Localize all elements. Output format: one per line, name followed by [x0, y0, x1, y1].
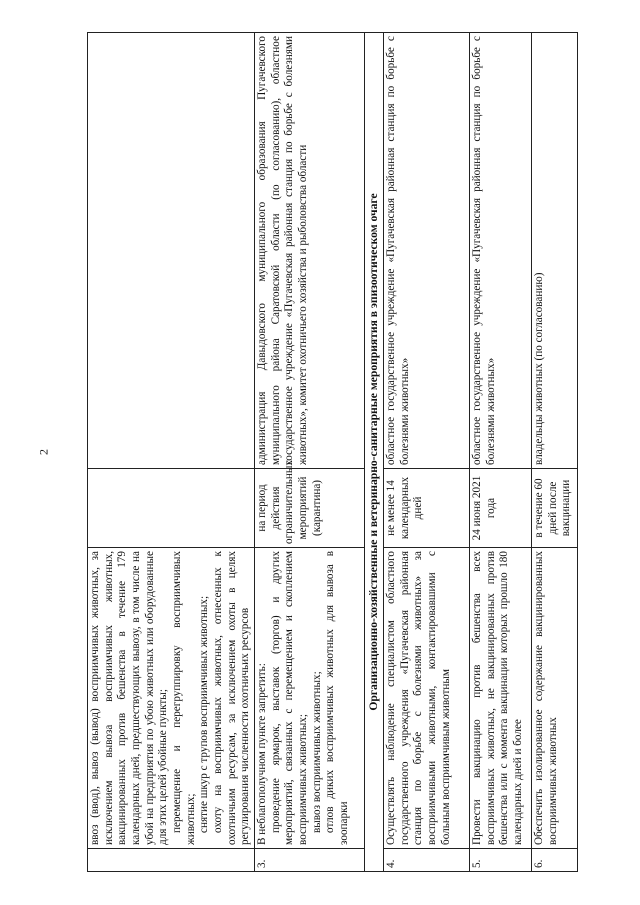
- action-line: ввоз (ввод), вывоз (вывод) восприимчивых животных, за исключением вывоза восприимчивых животных, вакцинированных против бешенства в течение 179 календарных дней, предшествующих вывозу, в том числе на убой на предприятия по убою животных или оборудованные для этих целей убойные пункты;: [89, 551, 170, 845]
- action-line: В неблагополучном пункте запретить:: [255, 663, 268, 845]
- action-line: вывоз восприимчивых животных;: [310, 671, 323, 833]
- term-cell: не менее 14 календарных дней: [384, 469, 470, 548]
- action-line: снятие шкур с трупов восприимчивых животных;: [198, 595, 211, 833]
- action-line: перемещение и перегруппировку восприимчивых животных;: [170, 551, 197, 845]
- table-row: [532, 33, 578, 872]
- measures-table: [87, 32, 578, 872]
- responsible-cell: [88, 33, 255, 469]
- row-number: 4.: [384, 849, 470, 872]
- table-row: [470, 33, 532, 872]
- page-number: 2: [36, 449, 51, 455]
- row-number: 3.: [254, 849, 364, 872]
- term-cell: 24 июня 2021 года: [470, 469, 532, 548]
- term-cell: на период действия ограничительных мероприятий (карантина): [254, 469, 364, 548]
- responsible-cell: владельцы животных (по согласованию): [532, 33, 578, 469]
- action-cell: [88, 548, 255, 849]
- rotated-page: [87, 32, 607, 872]
- section-title: Организационно-хозяйственные и ветеринарно-санитарные мероприятия в эпизоотическом очаге: [364, 33, 383, 872]
- term-cell: в течение 60 дней после вакцинации: [532, 469, 578, 548]
- action-cell: Осуществлять наблюдение специалистом областного государственного учреждения «Пугачевская районная станция по борьбе с болезнями животных» за восприимчивыми животными, контактировавшими с больным восприимчивым животным: [384, 548, 470, 849]
- table-row: [384, 33, 470, 872]
- responsible-cell: областное государственное учреждение «Пугачевская районная станция по борьбе с болезнями животных»: [470, 33, 532, 469]
- term-cell: [88, 469, 255, 548]
- row-number: [88, 849, 255, 872]
- row-number: 5.: [470, 849, 532, 872]
- action-cell: Провести вакцинацию против бешенства всех восприимчивых животных, не вакцинированных против бешенства или с момента вакцинации которых прошло 180 календарных дней и более: [470, 548, 532, 849]
- table-row: [254, 33, 364, 872]
- responsible-cell: администрация Давыдовского муниципального образования Пугачевского муниципального района Саратовской области (по согласованию), областное государственное учреждение «Пугачевская районная станция по борьбе с болезнями животных», комитет охотничьего хозяйства и рыболовства области: [254, 33, 364, 469]
- action-line: отлов диких восприимчивых животных для вывоза в зоопарки: [324, 551, 350, 845]
- responsible-cell: областное государственное учреждение «Пугачевская районная станция по борьбе с болезнями животных»: [384, 33, 470, 469]
- action-cell: Обеспечить изолированное содержание вакцинированных восприимчивых животных: [532, 548, 578, 849]
- row-number: 6.: [532, 849, 578, 872]
- action-cell: [254, 548, 364, 849]
- section-row: [364, 33, 383, 872]
- table-row: [88, 33, 255, 872]
- action-line: проведение ярмарок, выставок (торгов) и других мероприятий, связанных с перемещением и скоплением восприимчивых животных;: [269, 551, 309, 845]
- action-line: охоту на восприимчивых животных, отнесенных к охотничьим ресурсам, за исключением охоты в целях регулирования численности охотничьих ресурсов: [211, 551, 252, 845]
